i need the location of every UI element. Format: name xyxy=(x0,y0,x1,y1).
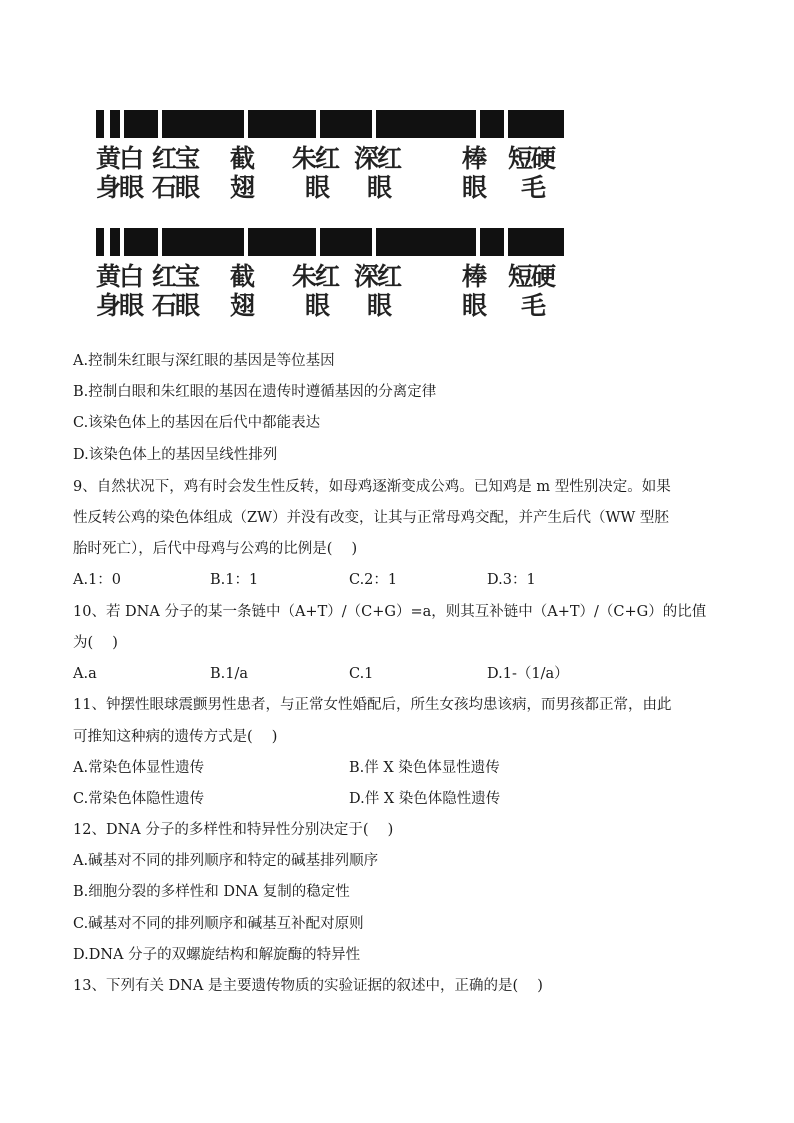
gene-label: 黄白 身眼 xyxy=(96,262,143,320)
gene-labels xyxy=(96,144,566,206)
gene-label: 黄白 身眼 xyxy=(96,144,143,202)
chromosome-band xyxy=(162,110,244,138)
q8-option-c: C.该染色体上的基因在后代中都能表达 xyxy=(73,415,321,431)
gene-label: 截 翅 xyxy=(230,144,254,202)
q11-option-c: C.常染色体隐性遗传 xyxy=(73,791,205,807)
chromosome-band xyxy=(124,228,158,256)
chromosome-figure-1 xyxy=(96,110,566,206)
q10-option-d: D.1-（1/a） xyxy=(487,666,569,682)
q12-option-b: B.细胞分裂的多样性和 DNA 复制的稳定性 xyxy=(73,884,350,900)
chromosome-band xyxy=(320,110,372,138)
chromosome-bar xyxy=(96,228,564,256)
q9-stem-line-1: 9、自然状况下，鸡有时会发生性反转，如母鸡逐渐变成公鸡。已知鸡是 m 型性别决定。如果 xyxy=(73,479,671,495)
q12-stem: 12、DNA 分子的多样性和特异性分别决定于( ) xyxy=(73,822,394,838)
q9-stem-line-3: 胎时死亡），后代中母鸡与公鸡的比例是( ) xyxy=(73,541,358,557)
chromosome-band xyxy=(110,228,120,256)
chromosome-band xyxy=(376,228,476,256)
gene-label: 朱红 眼 xyxy=(292,144,339,202)
gene-label: 红宝 石眼 xyxy=(152,144,199,202)
gene-label: 红宝 石眼 xyxy=(152,262,199,320)
q9-option-d: D.3：1 xyxy=(487,572,536,588)
q10-stem-line-1: 10、若 DNA 分子的某一条链中（A+T）/（C+G）=a，则其互补链中（A+T）/（C+G）的比值 xyxy=(73,604,707,620)
chromosome-band xyxy=(480,228,504,256)
chromosome-figure-2 xyxy=(96,228,566,324)
q10-option-c: C.1 xyxy=(349,666,374,682)
chromosome-band xyxy=(480,110,504,138)
q9-option-c: C.2：1 xyxy=(349,572,398,588)
gene-label: 棒 眼 xyxy=(462,262,486,320)
q8-option-a: A.控制朱红眼与深红眼的基因是等位基因 xyxy=(73,353,335,369)
chromosome-band xyxy=(248,110,316,138)
q11-option-b: B.伴 X 染色体显性遗传 xyxy=(349,760,500,776)
chromosome-band xyxy=(508,110,564,138)
q9-option-a: A.1：0 xyxy=(73,572,122,588)
chromosome-bar xyxy=(96,110,564,138)
gene-labels xyxy=(96,262,566,324)
gene-label: 朱红 眼 xyxy=(292,262,339,320)
q10-option-b: B.1/a xyxy=(210,666,249,682)
chromosome-band xyxy=(320,228,372,256)
q10-option-a: A.a xyxy=(73,666,97,682)
chromosome-band xyxy=(508,228,564,256)
gene-label: 短硬 毛 xyxy=(508,262,555,320)
q8-option-b: B.控制白眼和朱红眼的基因在遗传时遵循基因的分离定律 xyxy=(73,384,437,400)
q8-option-d: D.该染色体上的基因呈线性排列 xyxy=(73,447,278,463)
q12-option-a: A.碱基对不同的排列顺序和特定的碱基排列顺序 xyxy=(73,853,379,869)
chromosome-band xyxy=(110,110,120,138)
chromosome-band xyxy=(248,228,316,256)
q13-stem: 13、下列有关 DNA 是主要遗传物质的实验证据的叙述中，正确的是( ) xyxy=(73,978,543,994)
q9-stem-line-2: 性反转公鸡的染色体组成（ZW）并没有改变，让其与正常母鸡交配，并产生后代（WW 型胚 xyxy=(73,510,669,526)
gene-label: 短硬 毛 xyxy=(508,144,555,202)
gene-label: 深红 眼 xyxy=(354,144,401,202)
q11-option-a: A.常染色体显性遗传 xyxy=(73,760,205,776)
gene-label: 棒 眼 xyxy=(462,144,486,202)
chromosome-band xyxy=(96,110,104,138)
q10-stem-line-2: 为( ) xyxy=(73,635,118,651)
chromosome-band xyxy=(96,228,104,256)
q12-option-c: C.碱基对不同的排列顺序和碱基互补配对原则 xyxy=(73,916,364,932)
chromosome-band xyxy=(376,110,476,138)
q9-option-b: B.1：1 xyxy=(210,572,259,588)
chromosome-band xyxy=(124,110,158,138)
gene-label: 截 翅 xyxy=(230,262,254,320)
gene-label: 深红 眼 xyxy=(354,262,401,320)
q12-option-d: D.DNA 分子的双螺旋结构和解旋酶的特异性 xyxy=(73,947,361,963)
chromosome-band xyxy=(162,228,244,256)
q11-option-d: D.伴 X 染色体隐性遗传 xyxy=(349,791,501,807)
q11-stem-line-1: 11、钟摆性眼球震颤男性患者，与正常女性婚配后，所生女孩均患该病，而男孩都正常，由此 xyxy=(73,697,672,713)
q11-stem-line-2: 可推知这种病的遗传方式是( ) xyxy=(73,729,278,745)
